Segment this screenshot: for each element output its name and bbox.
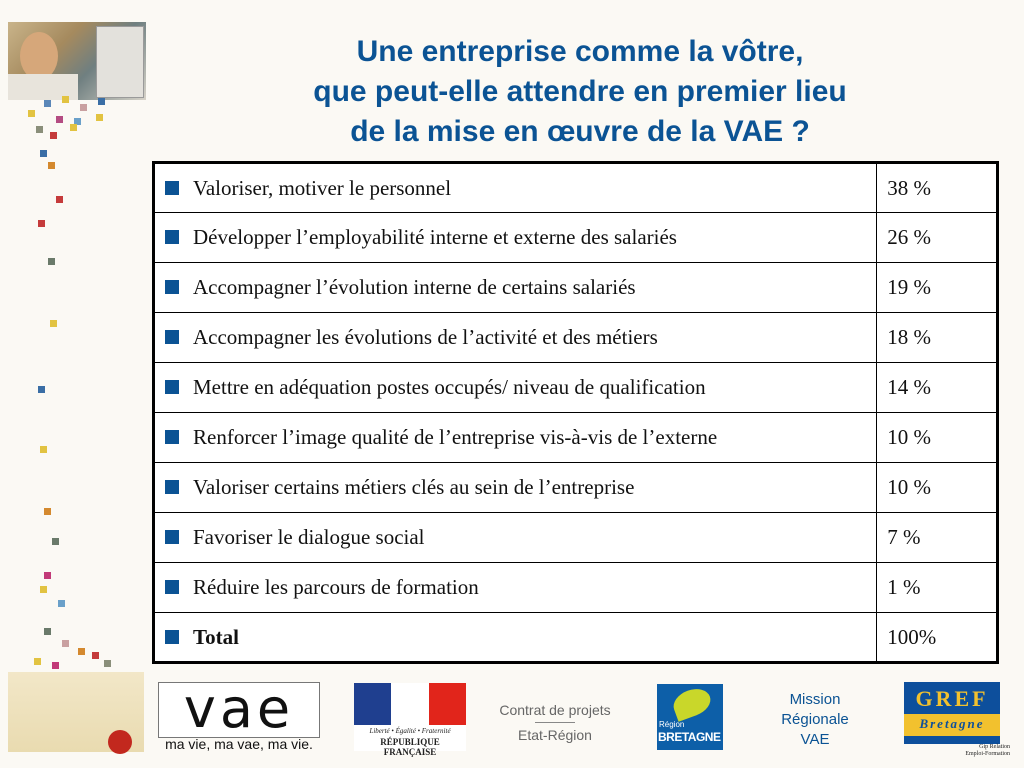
- table-row: [154, 263, 998, 313]
- table-row: [154, 463, 998, 513]
- header-photo: [8, 22, 146, 100]
- bretagne-name: BRETAGNE: [658, 730, 721, 744]
- bretagne-region-label: Région: [659, 720, 685, 729]
- total-label: Total: [193, 624, 239, 649]
- republique-francaise-logo: [354, 683, 466, 757]
- mission-regionale-vae-label: [760, 690, 870, 750]
- row-value: 1 %: [877, 563, 998, 613]
- total-value: 100%: [877, 613, 998, 663]
- table-row: [154, 513, 998, 563]
- row-label-cell: [154, 413, 877, 463]
- row-label-cell: [154, 163, 877, 213]
- row-label-cell: [154, 313, 877, 363]
- results-table: [152, 161, 999, 664]
- vae-logo: [158, 677, 320, 740]
- table-row: [154, 413, 998, 463]
- row-label-cell: [154, 263, 877, 313]
- row-value: 10 %: [877, 463, 998, 513]
- gref-name: GREF: [915, 686, 989, 711]
- decorative-collage: [8, 672, 144, 752]
- gref-region: Bretagne: [919, 716, 985, 731]
- row-label-cell: [154, 613, 877, 663]
- row-label-cell: [154, 363, 877, 413]
- square-bullet-icon: [165, 380, 179, 394]
- title-line-1: Une entreprise comme la vôtre,: [356, 35, 804, 68]
- row-label: Renforcer l’image qualité de l’entreprise vis-à-vis de l’externe: [193, 425, 718, 449]
- title-line-3: de la mise en œuvre de la VAE ?: [350, 115, 810, 148]
- square-bullet-icon: [165, 530, 179, 544]
- photo-person-face: [20, 32, 58, 80]
- square-bullet-icon: [165, 480, 179, 494]
- contrat-line-1: Contrat de projets: [499, 702, 611, 718]
- table-total-row: [154, 613, 998, 663]
- page-title: [150, 32, 1010, 152]
- contrat-de-projets-logo: [496, 698, 614, 747]
- square-bullet-icon: [165, 280, 179, 294]
- mission-line-2: Régionale: [781, 711, 849, 728]
- contrat-line-2: Etat-Région: [518, 727, 592, 743]
- row-label: Accompagner l’évolution interne de certains salariés: [193, 275, 636, 299]
- row-label-cell: [154, 513, 877, 563]
- table-row: [154, 313, 998, 363]
- title-line-2: que peut-elle attendre en premier lieu: [313, 75, 847, 108]
- mission-line-1: Mission: [789, 691, 841, 708]
- photo-electrical-panel: [96, 26, 144, 98]
- mission-line-3: VAE: [800, 731, 830, 748]
- square-bullet-icon: [165, 181, 179, 195]
- gref-subtitle: [914, 744, 1010, 758]
- row-value: 38 %: [877, 163, 998, 213]
- row-label: Accompagner les évolutions de l’activité et des métiers: [193, 325, 658, 349]
- table-row: [154, 163, 998, 213]
- table-row: [154, 213, 998, 263]
- row-value: 19 %: [877, 263, 998, 313]
- row-value: 26 %: [877, 213, 998, 263]
- row-value: 18 %: [877, 313, 998, 363]
- table-row: [154, 563, 998, 613]
- row-label: Valoriser certains métiers clés au sein de l’entreprise: [193, 475, 635, 499]
- republique-motto: Liberté • Égalité • Fraternité: [369, 727, 451, 735]
- row-value: 7 %: [877, 513, 998, 563]
- leaf-icon: [670, 684, 715, 721]
- row-label-cell: [154, 563, 877, 613]
- row-label: Développer l’employabilité interne et externe des salariés: [193, 225, 677, 249]
- gref-sub-line-2: Emploi-Formation: [965, 751, 1010, 757]
- gref-bretagne-logo: [904, 682, 1000, 744]
- republique-name: RÉPUBLIQUE FRANÇAISE: [380, 737, 440, 757]
- row-label: Valoriser, motiver le personnel: [193, 175, 452, 200]
- square-bullet-icon: [165, 330, 179, 344]
- row-value: 14 %: [877, 363, 998, 413]
- gref-sub-line-1: Gip Relation: [979, 744, 1010, 750]
- row-label: Favoriser le dialogue social: [193, 525, 425, 549]
- red-seal-icon: [108, 730, 132, 754]
- region-bretagne-logo: [657, 684, 723, 750]
- tricolor-flag-icon: [354, 683, 466, 725]
- row-label: Mettre en adéquation postes occupés/ niveau de qualification: [193, 375, 706, 399]
- row-label: Réduire les parcours de formation: [193, 575, 479, 599]
- row-label-cell: [154, 213, 877, 263]
- table-row: [154, 363, 998, 413]
- square-bullet-icon: [165, 630, 179, 644]
- vae-logo-word: vae: [183, 677, 295, 740]
- square-bullet-icon: [165, 430, 179, 444]
- square-bullet-icon: [165, 230, 179, 244]
- vae-tagline: ma vie, ma vae, ma vie.: [165, 736, 313, 752]
- row-label-cell: [154, 463, 877, 513]
- square-bullet-icon: [165, 580, 179, 594]
- row-value: 10 %: [877, 413, 998, 463]
